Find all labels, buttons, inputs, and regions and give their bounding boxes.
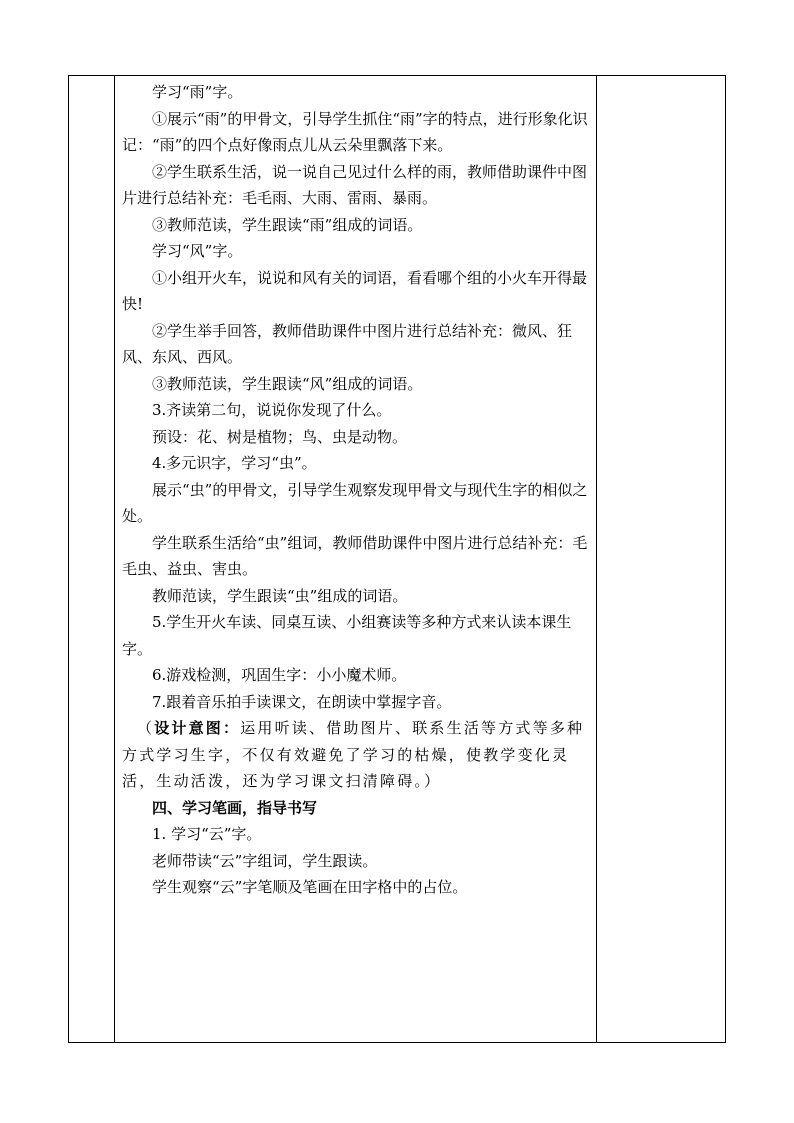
paragraph: 预设：花、树是植物；鸟、虫是动物。 [152,427,408,446]
note-open-paren: （ [137,719,155,737]
design-intent-text: 运用听读、借助图片、联系生活等方式等多种方式学习生字，不仅有效避免了学习的枯燥，使教学变化灵活，生动活泼，还为学习课文扫清障碍。） [122,719,585,790]
paragraph: ③教师范读，学生跟读“雨”组成的词语。 [152,215,423,234]
design-intent-note [122,715,592,795]
paragraph: 老师带读“云”字组词，学生跟读。 [152,851,378,870]
design-intent-label: 设计意图 [154,719,224,737]
paragraph: ①小组开火车，说说和风有关的词语，看看哪个组的小火车开得最快! [122,268,588,313]
paragraph: 教师范读，学生跟读“虫”组成的词语。 [152,586,408,605]
paragraph: ②学生联系生活，说一说自己见过什么样的雨，教师借助课件中图片进行总结补充：毛毛雨、大雨、雷雨、暴雨。 [122,162,588,207]
paragraph: ②学生举手回答，教师借助课件中图片进行总结补充：微风、狂风、东风、西风。 [122,321,573,366]
paragraph: 6.游戏检测，巩固生字：小小魔术师。 [152,666,407,684]
paragraph: 学生联系生活给“虫”组词，教师借助课件中图片进行总结补充：毛毛虫、益虫、害虫。 [122,533,588,578]
paragraph: 学习“雨”字。 [152,83,243,101]
lesson-plan-table [68,75,726,1043]
paragraph: ③教师范读，学生跟读“风”组成的词语。 [152,374,423,393]
teaching-process-cell [122,79,592,901]
note-colon: ： [223,719,241,737]
paragraph: ①展示“雨”的甲骨文，引导学生抓住“雨”字的特点，进行形象化识记：“雨”的四个点好像雨点儿从云朵里飘落下来。 [122,109,588,154]
paragraph: 学生观察“云”字笔顺及笔画在田字格中的占位。 [152,878,468,896]
section-heading: 四、学习笔画，指导书写 [152,798,318,817]
paragraph: 1. 学习“云”字。 [152,825,262,843]
column-divider-left [114,76,115,1042]
paragraph: 展示“虫”的甲骨文，引导学生观察发现甲骨文与现代生字的相似之处。 [122,480,588,525]
paragraph: 4.多元识字，学习“虫”。 [152,454,317,472]
column-divider-right [596,76,597,1042]
paragraph: 7.跟着音乐拍手读课文，在朗读中掌握字音。 [152,692,452,711]
paragraph: 3.齐读第二句，说说你发现了什么。 [152,401,392,419]
paragraph: 5.学生开火车读、同桌互读、小组赛读等多种方式来认读本课生字。 [122,613,572,658]
paragraph: 学习“风”字。 [152,242,243,260]
